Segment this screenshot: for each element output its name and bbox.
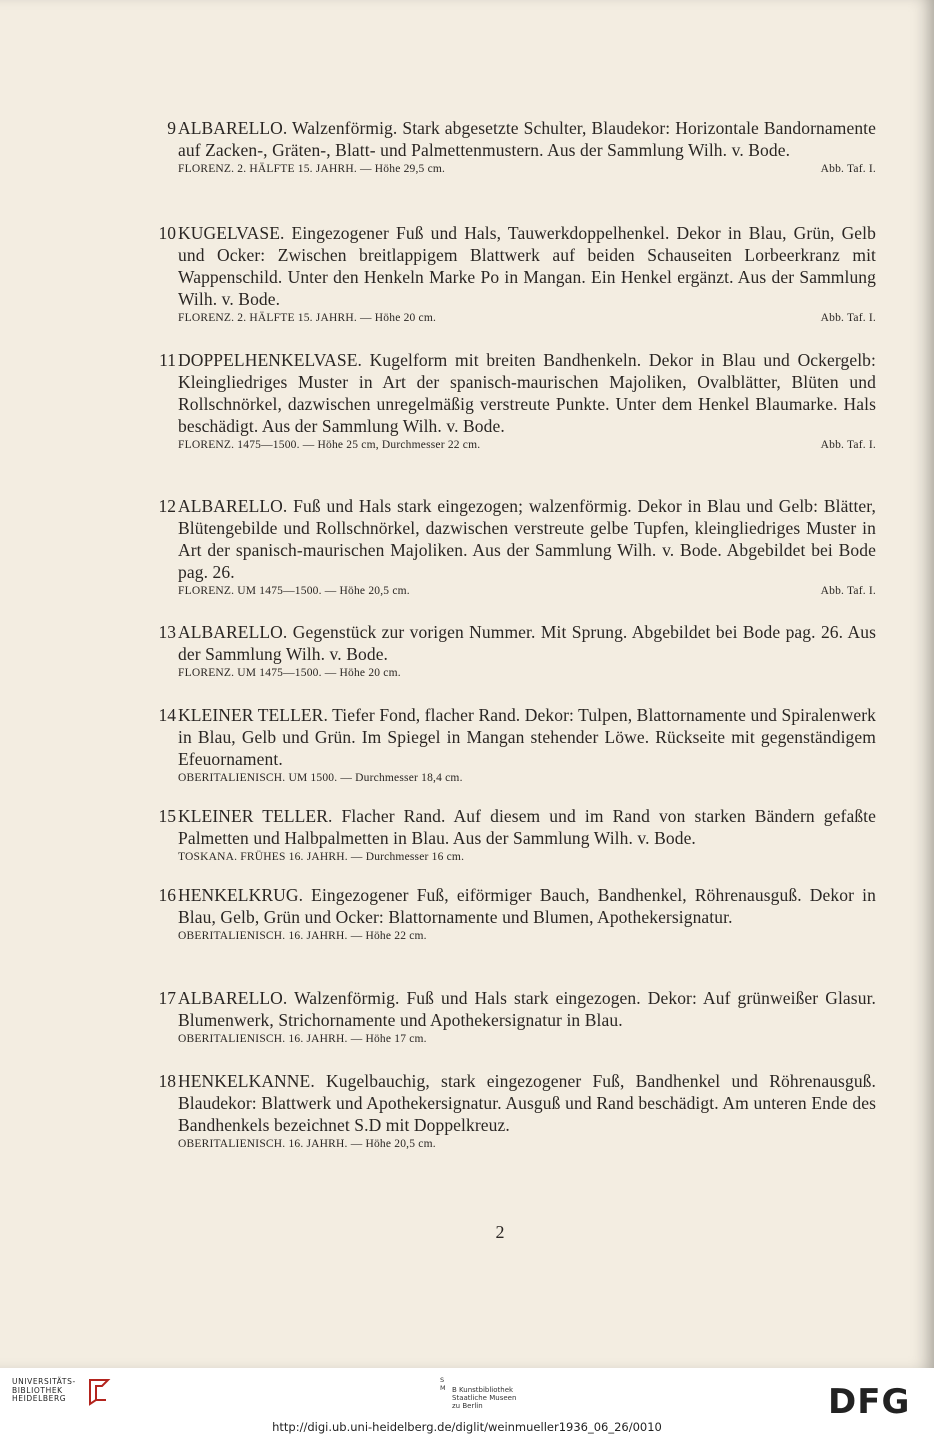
entry-description: KUGELVASE. Eingezogener Fuß und Hals, Tauwerkdoppelhenkel. Dekor in Blau, Grün, Gelb und Ocker: Zwischen breitlappigem Blattwerk auf beiden Schauseiten Lorbeerkranz mit Wappenschild. Unter den Henkeln Marke Po in Mangan. Ein Henkel ergänzt. Aus der Sammlung Wilh. v. Bode.: [178, 223, 876, 309]
entry-number: 11: [159, 350, 176, 370]
catalog-entry-18: [148, 1070, 876, 1153]
entry-description: HENKELKANNE. Kugelbauchig, stark eingezogener Fuß, Bandhenkel und Röhrenausguß. Blaudekor: Blattwerk und Apothekersignatur. Ausguß und Rand beschädigt. Am unteren Ende des Bandhenkels bezeichnet S.D mit Doppelkreuz.: [178, 1071, 876, 1135]
entry-provenance: FLORENZ. 1475—1500. — Höhe 25 cm, Durchmesser 22 cm.: [178, 439, 481, 451]
entry-provenance: OBERITALIENISCH. 16. JAHRH. — Höhe 17 cm.: [178, 1033, 427, 1045]
university-library-logo[interactable]: [12, 1378, 76, 1404]
catalog-entry-10: [148, 222, 876, 327]
entry-description: DOPPELHENKELVASE. Kugelform mit breiten Bandhenkeln. Dekor in Blau und Ockergelb: Kleingliedriges Muster in Art der spanisch-maurischen Majoliken, Ovalblätter, Blüten und Rollschnörkel, dazwischen unregelmäßig verstreute Punkte. Unter dem Henkel Blaumarke. Hals beschädigt. Aus der Sammlung Wilh. v. Bode.: [178, 350, 876, 436]
entry-provenance: FLORENZ. UM 1475—1500. — Höhe 20,5 cm.: [178, 585, 410, 597]
entry-provenance: TOSKANA. FRÜHES 16. JAHRH. — Durchmesser 16 cm.: [178, 851, 465, 863]
university-seal-icon: [86, 1376, 112, 1406]
entry-description: HENKELKRUG. Eingezogener Fuß, eiförmiger Bauch, Bandhenkel, Röhrenausguß. Dekor in Blau, Gelb, Grün und Ocker: Blattornamente und Blumen, Apothekersignatur.: [178, 885, 876, 927]
catalog-entry-9: [148, 117, 876, 178]
entry-number: 14: [158, 705, 176, 725]
entry-description: KLEINER TELLER. Flacher Rand. Auf diesem und im Rand von starken Bändern gefaßte Palmetten und Halbpalmetten in Blau. Aus der Sammlung Wilh. v. Bode.: [178, 806, 876, 848]
entry-meta: [178, 770, 876, 787]
catalog-entry-14: [148, 704, 876, 787]
dfg-logo[interactable]: DFG: [828, 1382, 911, 1422]
entry-provenance: FLORENZ. UM 1475—1500. — Höhe 20 cm.: [178, 667, 401, 679]
entry-plate-ref: Abb. Taf. I.: [820, 163, 876, 175]
entry-meta: [178, 437, 876, 454]
catalog-entry-17: [148, 987, 876, 1048]
entry-plate-ref: Abb. Taf. I.: [820, 312, 876, 324]
entry-provenance: OBERITALIENISCH. UM 1500. — Durchmesser 18,4 cm.: [178, 772, 463, 784]
entry-meta: [178, 310, 876, 327]
entry-description: ALBARELLO. Walzenförmig. Fuß und Hals stark eingezogen. Dekor: Auf grünweißer Glasur. Blumenwerk, Strichornamente und Apothekersignatur in Blau.: [178, 988, 876, 1030]
viewer-footer: [0, 1368, 934, 1437]
catalog-entry-13: [148, 621, 876, 682]
entry-meta: [178, 1031, 876, 1048]
logo-line: UNIVERSITÄTS-: [12, 1377, 76, 1386]
logo-line: BIBLIOTHEK: [12, 1385, 63, 1395]
monogram: S M: [440, 1376, 447, 1392]
entry-meta: [178, 849, 876, 866]
entry-meta: [178, 928, 876, 945]
museum-line: B Kunstbibliothek: [452, 1386, 514, 1394]
catalog-entry-16: [148, 884, 876, 945]
entry-number: 13: [158, 622, 176, 642]
catalog-entry-15: [148, 805, 876, 866]
entry-plate-ref: Abb. Taf. I.: [820, 439, 876, 451]
entry-number: 16: [158, 885, 176, 905]
entry-meta: [178, 665, 876, 682]
entry-description: ALBARELLO. Walzenförmig. Stark abgesetzte Schulter, Blaudekor: Horizontale Bandornamente auf Zacken-, Gräten-, Blatt- und Palmettenmustern. Aus der Sammlung Wilh. v. Bode.: [178, 118, 876, 160]
entry-meta: [178, 161, 876, 178]
entry-meta: [178, 1136, 876, 1153]
catalog-entry-12: [148, 495, 876, 600]
entry-number: 9: [167, 118, 176, 138]
entry-description: KLEINER TELLER. Tiefer Fond, flacher Rand. Dekor: Tulpen, Blattornamente und Spiralenwerk in Blau, Gelb und Grün. Im Spiegel in Mangan stehender Löwe. Rückseite mit gegenständigem Efeuornament.: [178, 705, 876, 769]
page-number: 2: [495, 1222, 505, 1242]
entry-provenance: FLORENZ. 2. HÄLFTE 15. JAHRH. — Höhe 20 cm.: [178, 312, 437, 324]
entry-number: 17: [158, 988, 176, 1008]
permalink-url[interactable]: http://digi.ub.uni-heidelberg.de/diglit/weinmueller1936_06_26/0010: [272, 1420, 662, 1434]
museum-line: zu Berlin: [452, 1402, 483, 1410]
entry-meta: [178, 583, 876, 600]
entry-provenance: OBERITALIENISCH. 16. JAHRH. — Höhe 22 cm.: [178, 930, 427, 942]
entry-description: ALBARELLO. Gegenstück zur vorigen Nummer. Mit Sprung. Abgebildet bei Bode pag. 26. Aus der Sammlung Wilh. v. Bode.: [178, 622, 876, 664]
entry-plate-ref: Abb. Taf. I.: [820, 585, 876, 597]
entry-description: ALBARELLO. Fuß und Hals stark eingezogen; walzenförmig. Dekor in Blau und Gelb: Blätter, Blütengebilde und Rollschnörkel, dazwischen verstreute gelbe Tupfen, kleingliedriges Muster in Art der spanisch-maurischen Majoliken. Aus der Sammlung Wilh. v. Bode. Abgebildet bei Bode pag. 26.: [178, 496, 876, 582]
entry-number: 12: [158, 496, 176, 516]
catalog-entry-11: [148, 349, 876, 454]
entry-provenance: FLORENZ. 2. HÄLFTE 15. JAHRH. — Höhe 29,5 cm.: [178, 163, 446, 175]
museum-line: Staatliche Museen: [452, 1394, 517, 1402]
logo-line: HEIDELBERG: [12, 1394, 67, 1403]
entry-number: 10: [158, 223, 176, 243]
entry-number: 15: [158, 806, 176, 826]
entry-provenance: OBERITALIENISCH. 16. JAHRH. — Höhe 20,5 cm.: [178, 1138, 436, 1150]
entry-number: 18: [158, 1071, 176, 1091]
